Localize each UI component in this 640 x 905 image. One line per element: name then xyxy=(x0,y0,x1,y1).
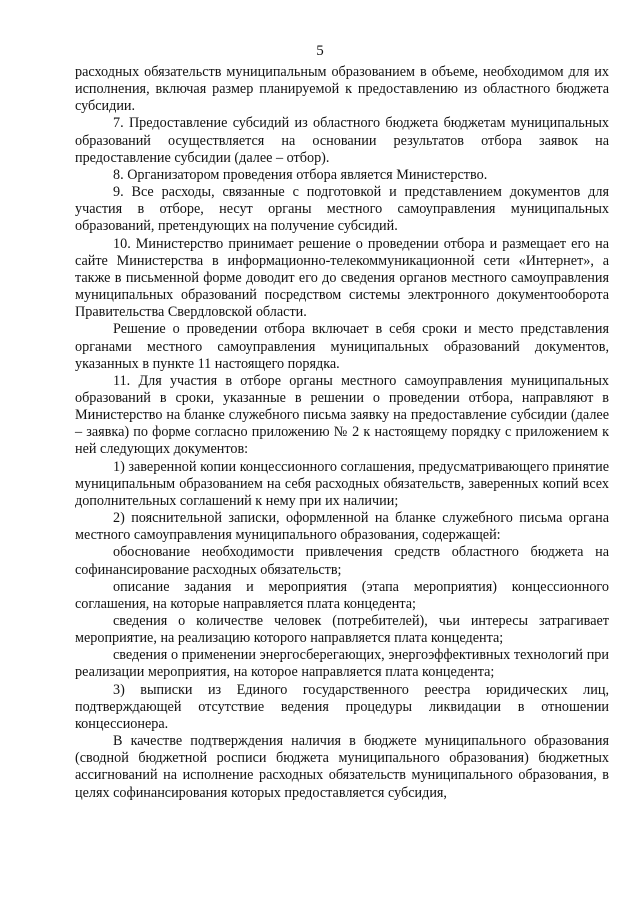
document-body xyxy=(75,64,609,802)
paragraph: сведения о количестве человек (потребителей), чьи интересы затрагивает мероприятие, на реализацию которого направляется плата концедента; xyxy=(75,613,609,647)
paragraph: сведения о применении энергосберегающих, энергоэффективных технологий при реализации мероприятия, на которое направляется плата концедента; xyxy=(75,647,609,681)
paragraph: расходных обязательств муниципальным образованием в объеме, необходимом для их исполнения, включая размер планируемой к предоставлению из областного бюджета субсидии. xyxy=(75,64,609,115)
paragraph: 2) пояснительной записки, оформленной на бланке служебного письма органа местного самоуправления муниципального образования, содержащей: xyxy=(75,510,609,544)
paragraph: Решение о проведении отбора включает в себя сроки и место представления органами местного самоуправления муниципальных образований документов, указанных в пункте 11 настоящего порядка. xyxy=(75,321,609,372)
paragraph: 10. Министерство принимает решение о проведении отбора и размещает его на сайте Министерства в информационно-телекоммуникационной сети «Интернет», а также в письменной форме доводит его до сведения органов местного самоуправления муниципальных образований посредством системы электронного документооборота Правительства Свердловской области. xyxy=(75,235,609,321)
paragraph: 1) заверенной копии концессионного соглашения, предусматривающего принятие муниципальным образованием на себя расходных обязательств, заверенных копий всех дополнительных соглашений к нему при их наличии; xyxy=(75,458,609,509)
paragraph: 8. Организатором проведения отбора является Министерство. xyxy=(113,166,488,183)
paragraph: 11. Для участия в отборе органы местного самоуправления муниципальных образований в сроки, указанные в решении о проведении отбора, направляют в Министерство на бланке служебного письма заявку на предоставление субсидии (далее – заявка) по форме согласно приложению № 2 к настоящему порядку с приложением к ней следующих документов: xyxy=(75,372,609,458)
paragraph: 7. Предоставление субсидий из областного бюджета бюджетам муниципальных образований осуществляется на основании результатов отбора заявок на предоставление субсидии (далее – отбор). xyxy=(75,115,609,166)
page-number: 5 xyxy=(316,43,324,59)
paragraph: описание задания и мероприятия (этапа мероприятия) концессионного соглашения, на которые направляется плата концедента; xyxy=(75,578,609,612)
paragraph: обоснование необходимости привлечения средств областного бюджета на софинансирование расходных обязательств; xyxy=(75,544,609,578)
paragraph: 3) выписки из Единого государственного реестра юридических лиц, подтверждающей отсутствие ведения процедуры ликвидации в отношении концессионера. xyxy=(75,681,609,732)
paragraph: В качестве подтверждения наличия в бюджете муниципального образования (сводной бюджетной росписи бюджета муниципального образования) бюджетных ассигнований на исполнение расходных обязательств муниципального образования, в целях софинансирования которых предоставляется субсидия, xyxy=(75,733,609,801)
paragraph: 9. Все расходы, связанные с подготовкой и представлением документов для участия в отборе, несут органы местного самоуправления муниципальных образований, претендующих на получение субсидий. xyxy=(75,184,609,235)
